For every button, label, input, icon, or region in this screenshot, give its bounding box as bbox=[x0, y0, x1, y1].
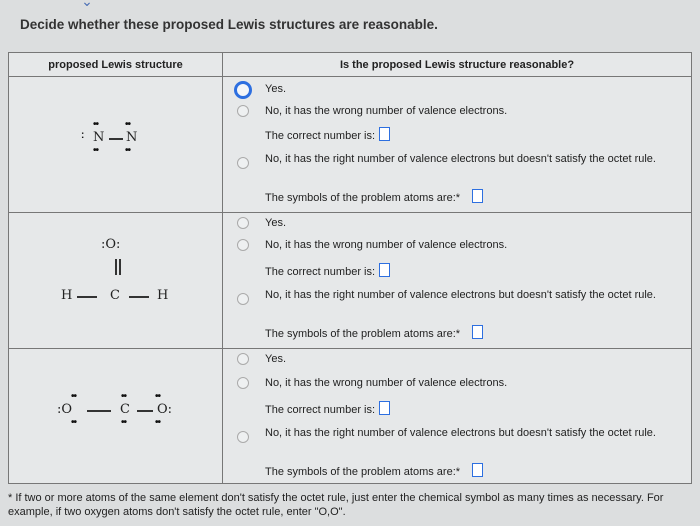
radio-wrong-count[interactable] bbox=[237, 377, 249, 389]
radio-octet[interactable] bbox=[237, 431, 249, 443]
atom-n-left: N bbox=[93, 130, 105, 145]
atom-c: C bbox=[120, 402, 130, 417]
atom-o-left: :O bbox=[57, 402, 73, 417]
correct-number-input[interactable] bbox=[379, 401, 390, 415]
radio-yes[interactable] bbox=[237, 217, 249, 229]
correct-number-label: The correct number is: bbox=[265, 266, 376, 278]
radio-yes[interactable] bbox=[237, 353, 249, 365]
problem-atoms-input[interactable] bbox=[472, 189, 483, 203]
problem-atoms-label: The symbols of the problem atoms are:* bbox=[265, 466, 461, 478]
problem-atoms-input[interactable] bbox=[472, 325, 483, 339]
atom-c: C bbox=[110, 288, 120, 303]
header-reasonable: Is the proposed Lewis structure reasonable? bbox=[223, 53, 691, 77]
correct-number-input[interactable] bbox=[379, 127, 390, 141]
table-row: •• •• •• :O C O: •• •• •• Yes. No, it has the wrong number of valence electrons. The correct number is: No, it has the right number of valence electrons but doesn't satisfy the octet rule. The symbols of the problem atoms are:* bbox=[9, 349, 691, 483]
radio-wrong-count[interactable] bbox=[237, 239, 249, 251]
radio-octet[interactable] bbox=[237, 157, 249, 169]
atom-o-right: O: bbox=[157, 402, 173, 417]
structure-cell bbox=[9, 213, 223, 348]
structure-cell: •• •• : N N •• •• bbox=[9, 77, 223, 212]
correct-number-label: The correct number is: bbox=[265, 130, 376, 142]
correct-number-input[interactable] bbox=[379, 263, 390, 277]
atom-h-right: H bbox=[157, 288, 169, 303]
radio-octet[interactable] bbox=[237, 293, 249, 305]
radio-wrong-count[interactable] bbox=[237, 105, 249, 117]
problem-atoms-input[interactable] bbox=[472, 463, 483, 477]
atom-n-right: N bbox=[126, 130, 138, 145]
header-proposed-structure: proposed Lewis structure bbox=[9, 53, 223, 77]
radio-yes[interactable] bbox=[234, 81, 252, 99]
table-row: :O: H C H Yes. No, it has the wrong number of valence electrons. The correct number is: No, it has the right number of valence electrons but doesn't satisfy the octet rule. The symbols of the problem atoms are:* bbox=[9, 213, 691, 349]
atom-o: :O: bbox=[101, 237, 121, 252]
footnote: * If two or more atoms of the same element don't satisfy the octet rule, just enter the chemical symbol as many times as necessary. For example, if two oxygen atoms don't satisfy the octet rule, enter "O,O". bbox=[8, 492, 664, 518]
correct-number-label: The correct number is: bbox=[265, 404, 376, 416]
table-row: •• •• : N N •• •• Yes. No, it has the wrong number of valence electrons. The correct number is: No, it has the right number of valence electrons but doesn't satisfy the octet rule. The symbols of the problem atoms are:* bbox=[9, 77, 691, 213]
question-prompt: Decide whether these proposed Lewis structures are reasonable. bbox=[20, 17, 438, 32]
problem-atoms-label: The symbols of the problem atoms are:* bbox=[265, 328, 461, 340]
lewis-structure-table bbox=[8, 52, 692, 484]
atom-h-left: H bbox=[61, 288, 73, 303]
structure-cell: •• •• •• :O C O: •• •• •• bbox=[9, 349, 223, 483]
chevron-down-icon[interactable]: ⌄ bbox=[81, 0, 93, 9]
problem-atoms-label: The symbols of the problem atoms are:* bbox=[265, 192, 461, 204]
